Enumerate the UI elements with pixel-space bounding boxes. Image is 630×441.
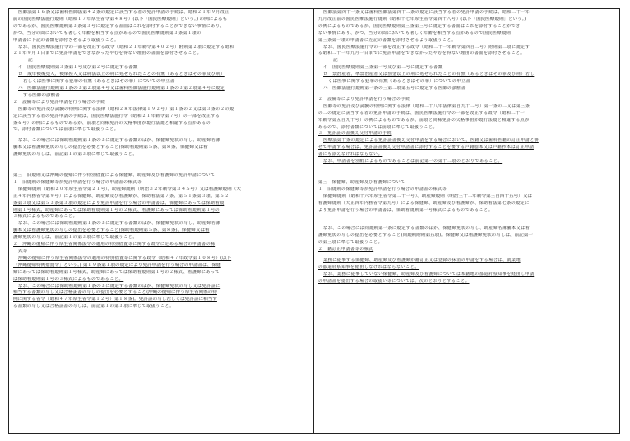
text-line: なお、この場合には保助看規則第１条の３に規定する書類のほか、保健婦免状の写し又は免許証に	[18, 283, 221, 289]
text-line: ない事情にあり、かつ、当分の間においても著しく年齢を相当する点があるので国民医療規則	[318, 30, 511, 36]
item-ha: ハ 医師法施行規則第一条の三第二項第五号に規定する医師の診断書	[323, 85, 466, 91]
section2-title: ２ 設備等により免許申請を行う場合の手続	[318, 96, 410, 102]
right-para1	[318, 10, 615, 58]
left-para1	[13, 10, 309, 58]
item-ha: ハ 医師法施行規則第１条の３第２項第４号又は歯科医師法施行規則第１条の３第２項第４号に規定	[18, 85, 225, 91]
ki-heading: 記	[28, 58, 33, 64]
text-line: 第三条第一項の申請書に左記の書類を添付させるよう取扱うこと。	[318, 37, 456, 43]
text-line: なお、この場合には保助看規則第１条の３に規定する書類のほか、保健婦免状の写し、助産婦名簿	[18, 138, 221, 144]
text-line: 医師法第四十一条又は歯科医師法第四十二条の規定に該当する者の免許申請の手続は、昭和二十一年	[323, 10, 530, 15]
text-line: 業務に従事する保健婦、助産婦及び看護婦が籍訂正又は登録の抹消の申請をする場合は、就業地	[323, 258, 521, 264]
text-line: 申請書に下記の書類を添付させるよう取扱うこと。	[13, 37, 119, 43]
section3-sub2-cont: 式等	[18, 249, 28, 254]
document-page	[8, 8, 620, 434]
text-line: なお、業務に従事していない保健婦、助産婦及び看護婦については本籍地の都道府県知事を経由し申請	[323, 271, 535, 277]
text-line: の第三項に準じて取扱うこと。	[318, 240, 383, 246]
text-line: 保健婦規則（昭和２０年厚生省令第２１号）、助産婦規則（明治３２年勅令第３４５号）又は看護婦規則（大	[18, 186, 241, 192]
item-ro-cont: 若しくは医事に関する犯罪の有無（あるときはその罪）についての申立書	[23, 79, 175, 85]
text-line: の二の規定に該当する者の免許申請の手続は、国民医療法施行令の一部を改正する政令（昭和二十一	[318, 110, 525, 116]
text-line: ２１年９月１日までに免許申請をできなかったやむを得ない理由の書面を添付させること。	[13, 51, 202, 57]
text-line: 騰本又は看護婦免状の写しの提出を必要とすること(保助看規則第５条、第８条、保健婦又は看	[13, 145, 208, 151]
text-line: 相当する書類の写し又は合格証書の写しの提出を必要とすること(沖縄の復帰に伴う厚生省関係の特	[13, 290, 217, 296]
text-line: 保健婦規則（昭和十六年厚生省令第二十一号）、助産婦規則（明治三十二年勅令第三百四十五号）又は	[323, 193, 533, 199]
text-line: 医療法第十条の規定による免許証書換え交付申請をする場合において、医籍又は歯科医籍の訂正申請と併	[323, 138, 539, 144]
text-line: あるので、添付書類については前項に準じて取扱うこと。	[318, 124, 438, 130]
text-line: 護婦免状の写しは、前記第１の第３項に準じて取扱うこと。	[13, 152, 138, 158]
text-line: 騰本又は看護婦免状の写しの提出を必要とすること(保助看規則第５条、第８条)、保健婦又は看	[13, 228, 210, 234]
text-line: なお、申請書を別紙によるものであることは前記第一の第十二項のとおりであること。	[323, 159, 503, 165]
text-line: 沖縄の復帰に伴う厚生省関係法令の適用の特別措置等に関する政令（昭和４７年政令第１０８号）(以下	[18, 255, 232, 261]
text-line: 九月改正前の国民医療法施行規則（昭和十七年厚生省令第四十八号）(以下「国民医療規則」という。)	[318, 16, 527, 22]
text-line: 医師等の免許及び試験の特例に関する法律（昭和２８年法律第１９２号）第１条の２又は第３条の２の規	[18, 106, 234, 112]
text-line: なお、国民医療法施行令の一部を改正する政令（昭和二十一年勅令第四百二号）附則第二項に規定す	[323, 44, 530, 50]
text-line: の例によるものであるが、国民医療規則第三条第三号に規定する書面はこれを添付することができ	[318, 23, 521, 29]
text-line: なお、この場合には保助看規則第１条の３に規定する書類のほか、保健婦免状の写し、助産婦名簿	[18, 221, 221, 227]
section3-sub2: ２ 籍訂正申請書等の様式	[318, 247, 374, 253]
text-line: 書にも添えなければならない。	[318, 152, 383, 158]
text-line: 前の国民医療法施行規則（昭和１７年厚生省令第４８号）(以下「国民医療規則」という。) の例によるも	[13, 16, 228, 22]
text-line: 婦にあっては保助看規則第１号様式、助産婦にあっては保助看規則第１号の２様式、看護婦にあって	[13, 269, 220, 275]
text-line: 例に関する省令（昭和４７年厚生省令第１２号）第１８条)。免許証の写し若しくは免許証に相当す	[13, 297, 217, 303]
text-line: せて申請する場合は、免許証書換え交付申請書に添付することを要する戸籍謄本又は戸籍抄本は訂正申請	[318, 145, 534, 151]
text-line: ３様式によるものであること。	[13, 214, 78, 220]
text-line: の都道府県知事を経由しなければならないこと。	[318, 265, 420, 270]
text-line: 年勅令第五百九十号）の例によるものであるが、前項と同様免許の欠格事由が現行法規と相違する点が	[318, 117, 530, 123]
section3-title: 第三 旧規則又は沖縄の復帰に伴う特別措置による保健婦、助産婦及び看護婦の免許申請について	[13, 173, 216, 179]
ki-heading: 記	[333, 58, 338, 64]
text-line: の申請書を提出する場合の取扱い等については、次のとおりとすること。	[318, 278, 470, 284]
item-ro-cont: くは医事に関する犯罪の有無（あるときはその罪）についての申立書	[328, 79, 471, 85]
text-line: で、添付書類については前項に準じて取扱うこと。	[13, 127, 119, 133]
text-line: 看護婦規則（大正四年内務省令第九号）による保健婦、助産婦及び看護婦が、保助看法第七条の規定に	[318, 200, 530, 206]
text-line: る昭和二十一年九月一日までに免許申請をできなかったやむを得ない理由の書面を添付させること。	[318, 51, 525, 57]
text-line: 条６号）の例によるものであるが、前項と同様免許の欠格事由が現行法規と相違する点があるの	[13, 120, 211, 126]
item-ro: ロ 禁治産者、準禁治産者又は罰金以上の刑に処せられたことの有無（あるときはその罪及び刑）若し	[323, 72, 535, 78]
section3-sub1: １ 旧規則の保健婦等が免許申請を行う場合の申請書の様式等	[318, 186, 447, 192]
text-line: 正４年内務省令第９号）による保健婦、助産婦及び看護婦が、保助看法第７条、第５１条第３項、第５２	[13, 193, 229, 199]
text-line: より免許申請を行う場合の申請書は、保助看規則第一号様式によるものであること。	[318, 207, 493, 213]
text-line: は保助看規則第１号の３様式によるものであること。	[13, 276, 124, 282]
text-line: 条第３項又は第５３条第３項の規定により免許申請を行う場合の申請書は、保健婦にあっては保助看規	[13, 200, 225, 206]
right-column	[314, 9, 619, 433]
text-line: なお、この場合には同規則第一条に規定する書類のほか、保健婦免状の写し、助産婦名簿騰本又は看	[323, 226, 530, 232]
text-line: 医師等の免許及び試験の特例に関する法律（昭和二十八年法律第百九十二号）第一条の二又は第三条	[323, 103, 530, 109]
item-ha-cont: する医師の診断書	[23, 92, 60, 98]
section2-3-title: ３ 免許証の書換え交付申請の手続	[318, 131, 392, 137]
text-line: のであるが、国民医療規則第３条第３号に規定する書面はこれを添付することができない事情にあり、	[13, 23, 225, 29]
item-ro: ロ 成年被後見人、被保佐人又は刑法以上の刑に処せられたことの有無（あるときはその罪及び刑）	[18, 72, 225, 78]
text-line: 則第１号様式、助産婦にあっては保助看規則第１号の２様式、看護婦にあっては保助看規則第１号の	[13, 207, 220, 213]
text-line: 定に該当する者の免許申請の手続は、国民医療法施行令（昭和２１年勅令第７号）の一部を改正する	[13, 113, 220, 119]
text-line: 医師法第１６条又は歯科医師法第４２条の規定に該当する者の免許申請の手続は、昭和２１年９月改正	[18, 10, 230, 15]
section3-sub2: ２ 沖縄の復帰に伴う厚生省関係法令の適用の特別措置等に関する政令に定める場合の申請書の様	[13, 242, 216, 248]
item-i: イ 国民医療規則第三条第一号及び第二号に規定する書類	[323, 65, 443, 71]
text-line: なお、国民医療法施行令の一部を改正する政令（昭和２１年勅令第４０２号）附則第２項に規定する昭和	[18, 44, 234, 50]
text-line: 護婦免状の写しは、前記第１の第３項に準じて取扱うこと。	[13, 235, 138, 241]
section2-title: ２ 設備等により免許申請を行う場合の手続	[13, 99, 105, 105]
text-line: 「沖縄復帰特例措置令」という。) 第１９条第１項の規定により免許申請を行う場合の申請書は、保健	[13, 262, 221, 268]
item-i: イ 国民医療規則第３条第１号及び第２号に規定する書類	[18, 65, 138, 71]
text-line: る書類の写し又は合格証書の写しは、前記第１の第３項に準じて取扱うこと。	[13, 304, 174, 310]
text-line: かつ、当分の間においても著しく年齢を相当する点があるので国民医療規則第３条第１項の	[13, 30, 202, 36]
text-line: 護婦免状の写しの提出を必要とすること(同規則附則第五項)。保健婦又は看護婦免状の写しは、前記第一	[318, 233, 533, 239]
left-column	[9, 9, 314, 433]
section3-sub1: １ 旧規則の保健婦等が免許申請を行う場合の申請書の様式等	[13, 179, 142, 185]
section3-title: 第三 保健婦、助産婦及び看護婦について	[318, 179, 406, 185]
